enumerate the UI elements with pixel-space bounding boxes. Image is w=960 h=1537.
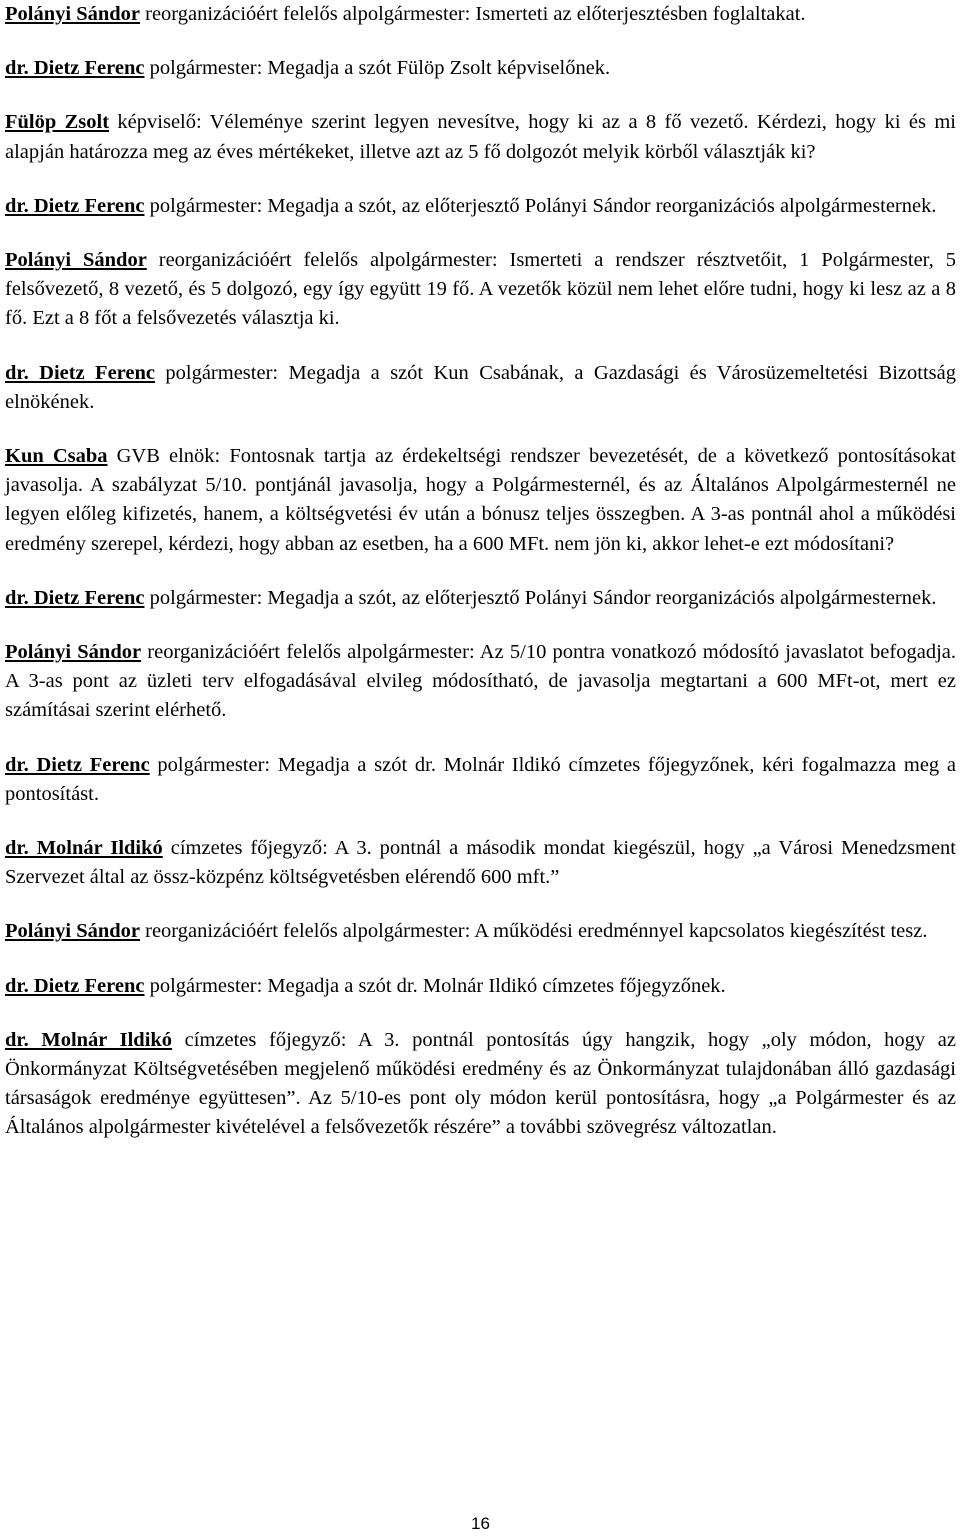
speaker-name: dr. Dietz Ferenc [5, 57, 145, 80]
paragraph [5, 192, 956, 221]
paragraph [5, 0, 956, 29]
speaker-name: dr. Dietz Ferenc [5, 974, 145, 997]
paragraph [5, 972, 956, 1001]
paragraph [5, 584, 956, 613]
paragraph [5, 751, 956, 809]
document-page [5, 0, 956, 1168]
paragraph [5, 246, 956, 334]
paragraph-text: GVB elnök: Fontosnak tartja az érdekeltségi rendszer bevezetését, de a következő pontosításokat javasolja. A szabályzat 5/10. pontjánál javasolja, hogy a Polgármesternél, és az Általános Alpolgármesternél ne legyen előleg kifizetés, hanem, a költségvetési év után a bónusz teljes összegben. A 3-as pontnál ahol a működési eredmény szerepel, kérdezi, hogy abban az esetben, ha a 600 MFt. nem jön ki, akkor lehet-e ezt módosítani? [5, 445, 957, 555]
paragraph-text: polgármester: Megadja a szót, az előterjesztő Polányi Sándor reorganizációs alpolgármesternek. [144, 194, 937, 217]
paragraph-text: reorganizációért felelős alpolgármester: Az 5/10 pontra vonatkozó módosító javaslatot befogadja. A 3-as pont az üzleti terv elfogadásával elvileg módosítható, de javasolja megtartani a 600 MFt-ot, mert ez számításai szerint elérhető. [5, 641, 957, 722]
paragraph-text: reorganizációért felelős alpolgármester: Ismerteti az előterjesztésben foglaltakat. [140, 3, 806, 25]
speaker-name: Polányi Sándor [5, 3, 140, 25]
speaker-name: dr. Molnár Ildikó [5, 837, 163, 860]
speaker-name: dr. Molnár Ildikó [5, 1028, 173, 1051]
paragraph-text: polgármester: Megadja a szót dr. Molnár Ildikó címzetes főjegyzőnek, kéri fogalmazza meg a pontosítást. [5, 753, 956, 805]
paragraph-text: polgármester: Megadja a szót Kun Csabának, a Gazdasági és Városüzemeltetési Bizottság elnökének. [5, 361, 956, 413]
paragraph-text: képviselő: Véleménye szerint legyen nevesítve, hogy ki az a 8 fő vezető. Kérdezi, hogy ki és mi alapján határozza meg az éves mértékeket, illetve azt az 5 fő dolgozót melyik körből választják ki? [5, 111, 956, 163]
paragraph [5, 359, 956, 417]
speaker-name: dr. Dietz Ferenc [5, 194, 145, 217]
paragraph [5, 1026, 956, 1143]
speaker-name: Polányi Sándor [5, 249, 147, 272]
speaker-name: dr. Dietz Ferenc [5, 361, 155, 384]
paragraph-text: polgármester: Megadja a szót Fülöp Zsolt képviselőnek. [144, 57, 611, 80]
page-number: 16 [471, 1514, 490, 1533]
paragraph-text: reorganizációért felelős alpolgármester: Ismerteti a rendszer résztvetőit, 1 Polgármester, 5 felsővezető, 8 vezető, és 5 dolgozó, egy így együtt 19 fő. A vezetők közül nem lehet előre tudni, hogy ki lesz az a 8 fő. Ezt a 8 főt a felsővezetés választja ki. [5, 249, 956, 330]
speaker-name: dr. Dietz Ferenc [5, 753, 150, 776]
speaker-name: Polányi Sándor [5, 641, 142, 664]
paragraph [5, 834, 956, 892]
speaker-name: Polányi Sándor [5, 920, 140, 943]
paragraph [5, 108, 956, 166]
paragraph-text: reorganizációért felelős alpolgármester: A működési eredménnyel kapcsolatos kiegészítést tesz. [140, 920, 928, 943]
paragraph [5, 442, 956, 559]
speaker-name: Kun Csaba [5, 445, 108, 468]
paragraph-text: címzetes főjegyző: A 3. pontnál a második mondat kiegészül, hogy „a Városi Menedzsment Szervezet által az össz-közpénz költségvetésben elérendő 600 mft.” [5, 837, 956, 889]
paragraph [5, 54, 956, 83]
paragraph-text: címzetes főjegyző: A 3. pontnál pontosítás úgy hangzik, hogy „oly módon, hogy az Önkormányzat Költségvetésében megjelenő működési eredmény és az Önkormányzat tulajdonában álló gazdasági társaságok eredménye együttesen”. Az 5/10-es pont oly módon kerül pontosításra, hogy „a Polgármester és az Általános alpolgármester kivételével a felsővezetők részére” a további szövegrész változatlan. [5, 1028, 956, 1139]
paragraph [5, 917, 956, 946]
speaker-name: dr. Dietz Ferenc [5, 586, 145, 609]
paragraph [5, 638, 956, 726]
paragraph-text: polgármester: Megadja a szót, az előterjesztő Polányi Sándor reorganizációs alpolgármesternek. [144, 586, 937, 609]
paragraph-text: polgármester: Megadja a szót dr. Molnár Ildikó címzetes főjegyzőnek. [144, 974, 726, 997]
speaker-name: Fülöp Zsolt [5, 111, 110, 134]
page-footer [0, 1514, 960, 1534]
